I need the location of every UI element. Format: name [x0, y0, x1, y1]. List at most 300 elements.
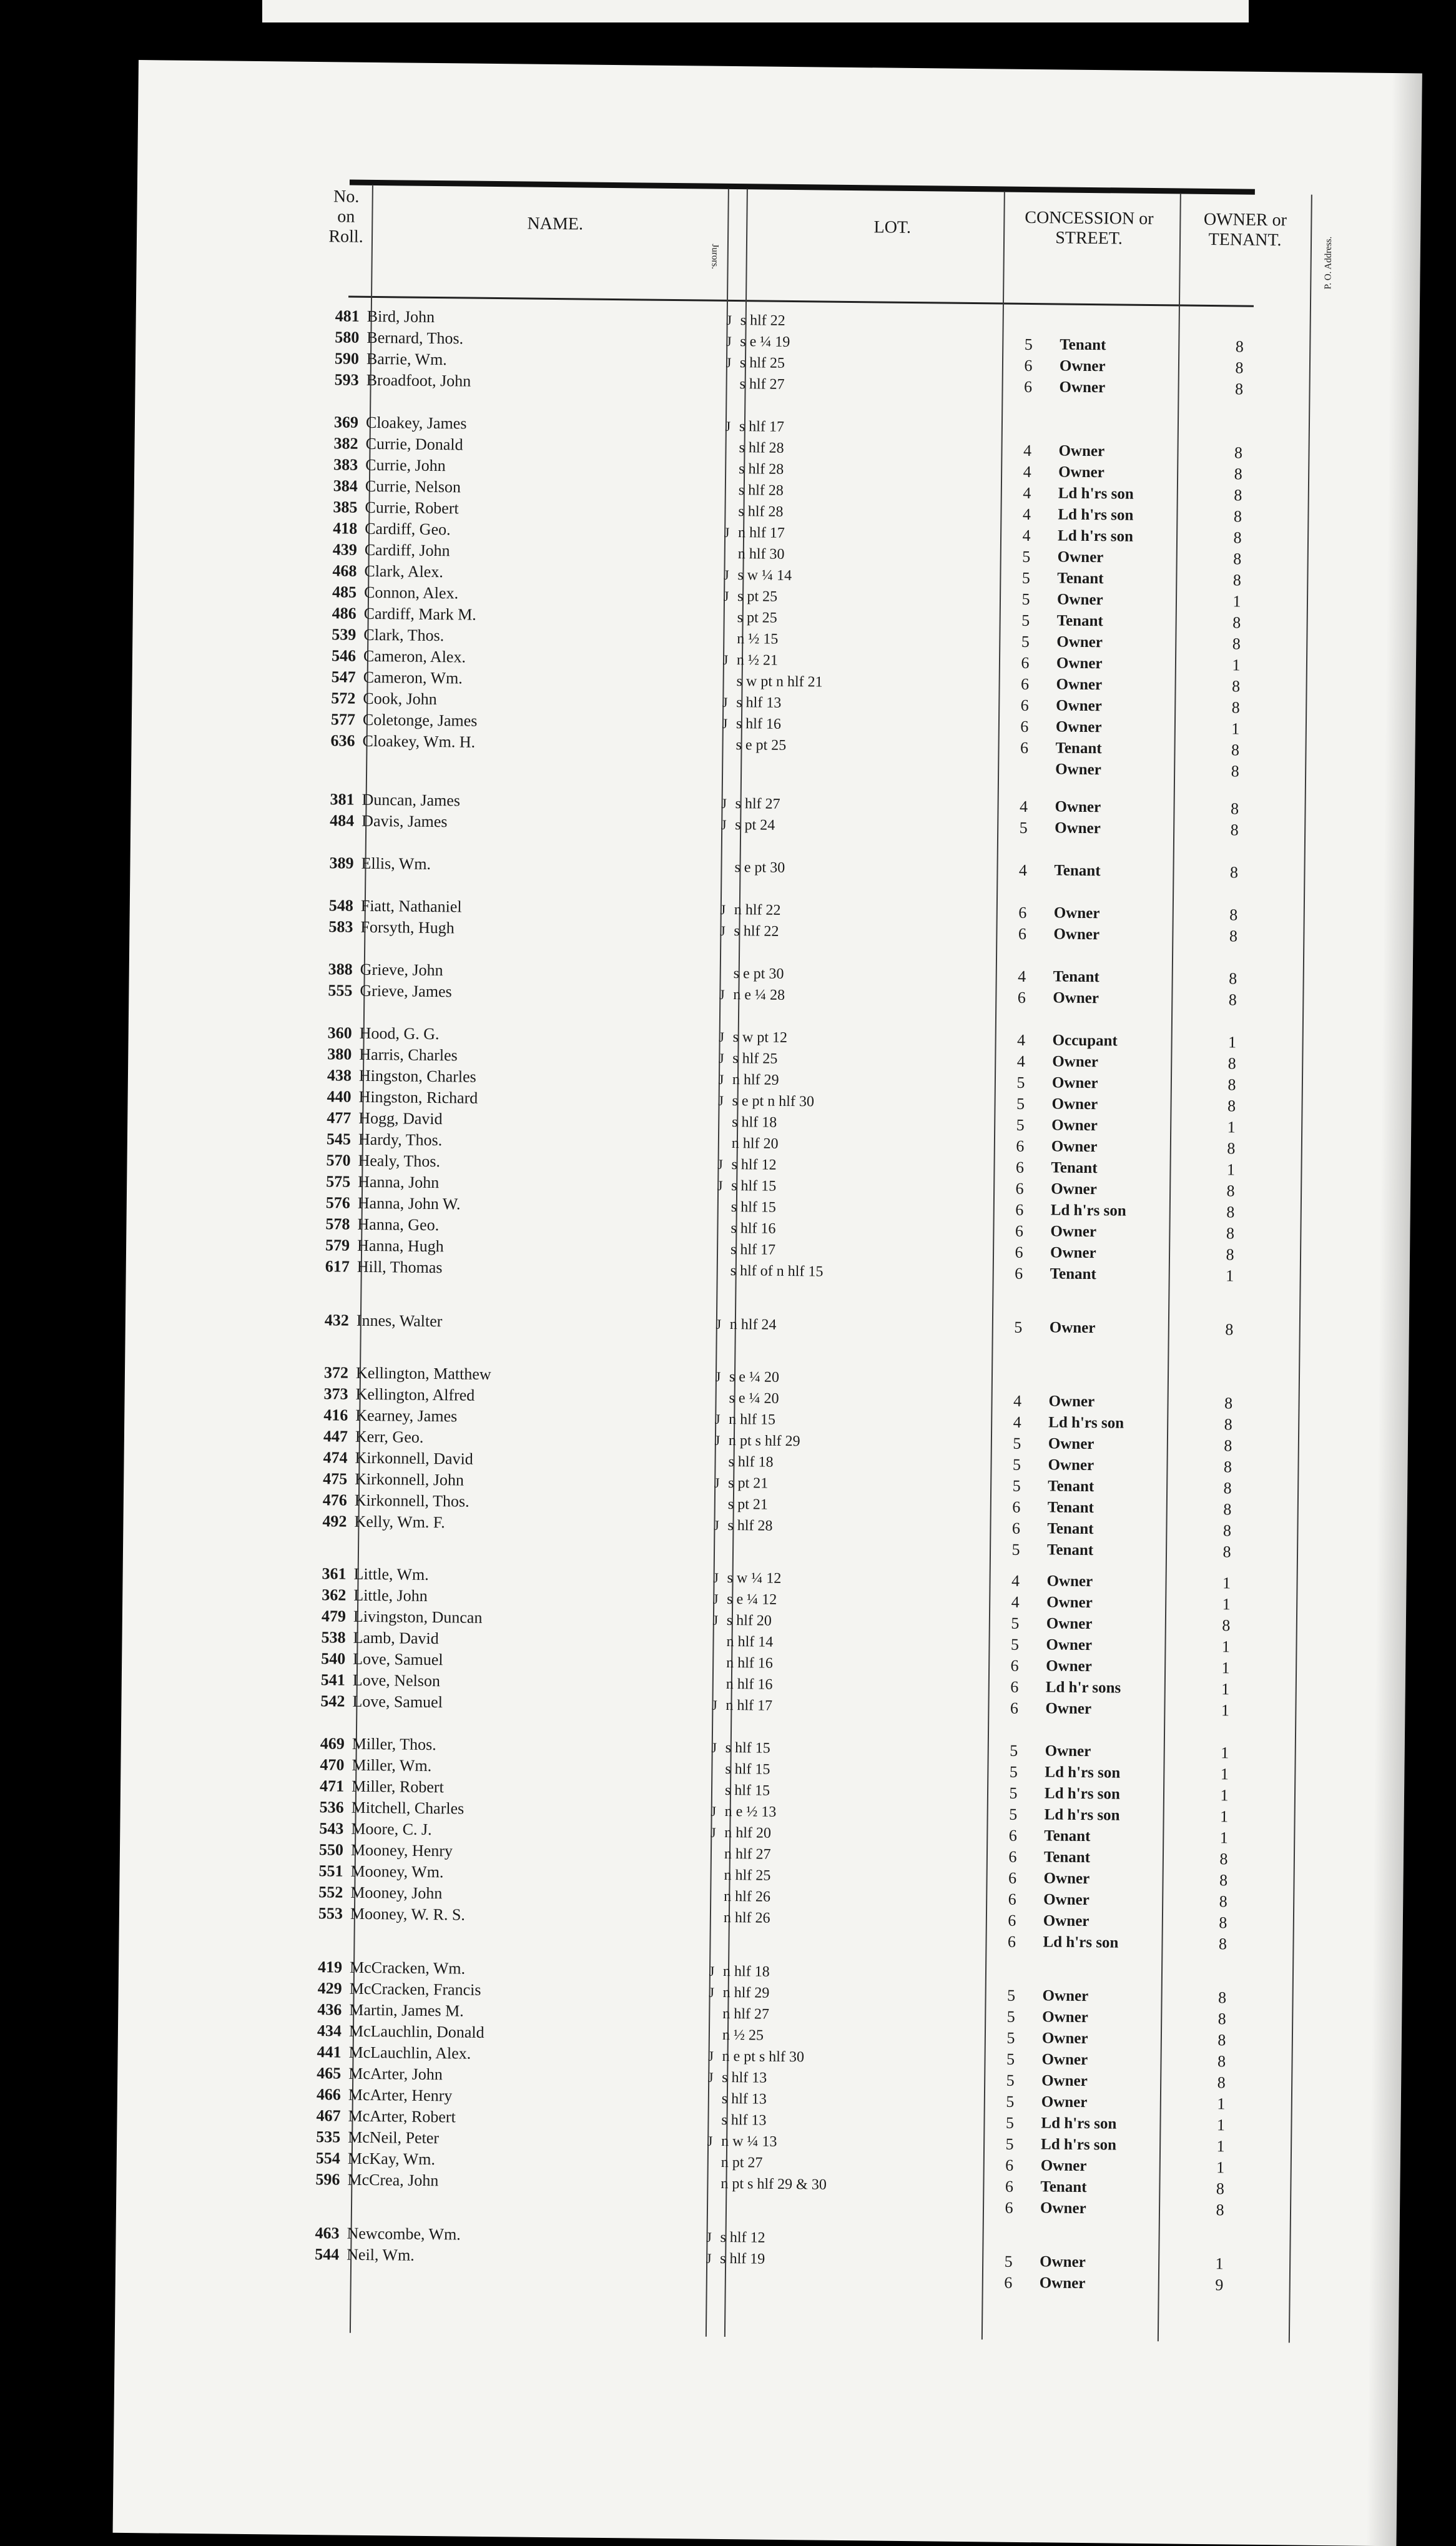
owner-or-tenant: Owner	[1058, 440, 1199, 463]
lot-description: s hlf 18	[728, 1451, 984, 1475]
concession-number: 5	[928, 2133, 1091, 2156]
po-address: 8	[1219, 463, 1257, 485]
owner-name: McCrea, John	[347, 2169, 697, 2194]
owner-or-tenant: Tenant	[1050, 1263, 1191, 1286]
concession-number: 6	[931, 1867, 1093, 1890]
juror-mark: J	[715, 814, 732, 836]
juror-mark: J	[707, 1610, 724, 1631]
owner-or-tenant: Owner	[1041, 2155, 1181, 2178]
roll-number: 541	[297, 1669, 345, 1691]
owner-or-tenant: Owner	[1051, 1178, 1191, 1201]
concession-number: 6	[928, 2196, 1090, 2219]
owner-name: Kirkonnell, John	[355, 1469, 704, 1494]
concession-number: 5	[930, 2005, 1092, 2028]
owner-or-tenant: Ld h'rs son	[1044, 1804, 1184, 1827]
owner-name: Kellington, Matthew	[356, 1363, 706, 1388]
owner-or-tenant: Ld h'rs son	[1045, 1762, 1185, 1784]
lot-description: s hlf 28	[739, 480, 995, 503]
owner-name: Cook, John	[363, 688, 712, 713]
owner-name: Cardiff, Mark M.	[364, 603, 714, 628]
concession-number: 5	[927, 2250, 1090, 2273]
owner-or-tenant: Owner	[1051, 1115, 1192, 1137]
po-address: 1	[1201, 2253, 1238, 2275]
roll-number: 486	[308, 603, 357, 624]
roll-number: 470	[295, 1754, 344, 1776]
concession-number: 5	[945, 546, 1108, 569]
concession-number: 5	[942, 817, 1104, 840]
concession-number: 6	[938, 1220, 1100, 1243]
concession-number: 6	[933, 1675, 1096, 1699]
concession-number: 5	[935, 1474, 1098, 1498]
concession-number: 4	[942, 796, 1104, 819]
juror-mark: J	[707, 1589, 724, 1610]
owner-or-tenant: Tenant	[1056, 610, 1197, 633]
owner-or-tenant: Owner	[1058, 461, 1199, 484]
concession-number: 6	[939, 1135, 1101, 1158]
owner-or-tenant: Owner	[1040, 2272, 1180, 2295]
adjacent-page-edge	[262, 0, 1249, 22]
po-address: 8	[1209, 1414, 1247, 1436]
owner-or-tenant: Tenant	[1051, 1157, 1191, 1180]
po-address: 1	[1207, 1636, 1244, 1658]
po-address: 1	[1205, 1827, 1242, 1849]
juror-mark: J	[702, 2046, 719, 2067]
po-address: 8	[1203, 2051, 1240, 2073]
owner-name: Hanna, Hugh	[357, 1235, 707, 1260]
lot-description: s w ¼ 14	[737, 565, 993, 588]
owner-name: Mooney, Henry	[351, 1840, 701, 1865]
lot-description: n hlf 27	[722, 2003, 978, 2027]
lot-description: n hlf 25	[724, 1865, 980, 1888]
header-bottom-rule	[348, 296, 1254, 307]
po-address: 8	[1213, 1053, 1251, 1075]
owner-name: Hanna, John W.	[358, 1193, 707, 1218]
po-address: 8	[1208, 1615, 1245, 1637]
concession-number: 6	[932, 1824, 1094, 1847]
owner-name: Miller, Robert	[352, 1776, 701, 1801]
lot-description: n hlf 24	[730, 1314, 986, 1338]
po-address: 8	[1219, 527, 1256, 549]
concession-number: 6	[927, 2271, 1090, 2294]
lot-description: s e pt 25	[735, 734, 991, 758]
concession-number: 4	[946, 461, 1108, 484]
owner-or-tenant: Ld h'rs son	[1043, 1932, 1183, 1954]
concession-number: 4	[941, 965, 1103, 989]
roll-number: 547	[307, 666, 355, 688]
po-address: 8	[1203, 2030, 1241, 2051]
owner-or-tenant: Owner	[1050, 1221, 1191, 1243]
owner-or-tenant: Tenant	[1053, 966, 1194, 989]
roll-number: 617	[301, 1256, 350, 1278]
owner-name: Kelly, Wm. F.	[354, 1511, 704, 1536]
roll-number: 465	[292, 2063, 341, 2085]
owner-or-tenant: Owner	[1040, 2251, 1180, 2274]
header-top-rule	[350, 180, 1255, 195]
juror-mark: J	[711, 1175, 729, 1197]
roll-number: 447	[299, 1426, 348, 1448]
concession-number: 6	[938, 1157, 1101, 1180]
owner-name: McLauchlin, Alex.	[348, 2042, 698, 2067]
roll-number: 383	[309, 454, 358, 476]
concession-number: 6	[942, 902, 1104, 925]
po-address: 8	[1209, 1393, 1247, 1414]
roll-number: 479	[297, 1606, 346, 1627]
roll-number: 544	[290, 2244, 339, 2266]
po-address: 1	[1205, 1806, 1242, 1828]
roll-number: 468	[308, 560, 357, 582]
owner-or-tenant: Owner	[1055, 796, 1195, 819]
lot-description: s hlf 27	[735, 793, 991, 817]
owner-or-tenant: Ld h'rs son	[1045, 1783, 1185, 1805]
owner-or-tenant: Tenant	[1040, 2176, 1181, 2199]
juror-mark: J	[712, 1027, 730, 1048]
lot-description: s hlf 22	[740, 310, 996, 333]
po-address: 8	[1211, 1223, 1249, 1245]
lot-description: s hlf 20	[727, 1610, 983, 1634]
owner-name: Kearney, James	[355, 1405, 705, 1430]
po-address: 8	[1218, 570, 1256, 591]
lot-description: n e ¼ 28	[733, 984, 989, 1008]
roll-number: 535	[292, 2126, 340, 2148]
roll-number: 485	[308, 581, 357, 603]
po-address: 8	[1214, 989, 1251, 1011]
header-lot: LOT.	[799, 217, 986, 239]
owner-name: Hingston, Richard	[358, 1087, 708, 1112]
juror-mark: J	[718, 522, 735, 543]
po-address: 8	[1221, 336, 1258, 358]
juror-mark: J	[720, 331, 737, 352]
po-address: 1	[1217, 718, 1254, 740]
roll-number: 385	[308, 496, 357, 518]
owner-or-tenant: Owner	[1056, 716, 1196, 739]
owner-name: Forsyth, Hugh	[360, 917, 710, 942]
lot-description: s hlf 16	[730, 1218, 986, 1241]
roll-number: 576	[302, 1192, 350, 1214]
lot-description: n pt s hlf 29	[729, 1430, 985, 1454]
lot-description: s hlf 12	[731, 1154, 987, 1178]
concession-number: 5	[936, 1432, 1098, 1455]
juror-mark: J	[708, 1473, 726, 1494]
roll-number: 596	[291, 2169, 340, 2191]
roll-number: 477	[302, 1107, 351, 1129]
owner-or-tenant: Owner	[1041, 2091, 1182, 2114]
lot-description: s hlf 15	[726, 1737, 981, 1761]
concession-number: 5	[945, 609, 1107, 633]
lot-description: s hlf 28	[739, 437, 995, 461]
concession-number: 5	[932, 1760, 1094, 1784]
owner-name: Kellington, Alfred	[355, 1384, 705, 1409]
owner-or-tenant: Owner	[1043, 1889, 1184, 1912]
roll-number: 636	[306, 730, 355, 752]
po-address: 1	[1206, 1742, 1244, 1764]
roll-number: 540	[297, 1648, 345, 1670]
juror-mark: J	[709, 1366, 727, 1388]
po-address: 8	[1221, 357, 1258, 379]
concession-number: 4	[940, 1050, 1102, 1073]
owner-or-tenant: Owner	[1056, 653, 1197, 675]
concession-number: 5	[935, 1453, 1098, 1476]
header-concession: CONCESSION or STREET.	[1011, 208, 1168, 250]
po-address: 8	[1204, 1933, 1241, 1955]
lot-description: n hlf 29	[722, 1982, 978, 2006]
concession-number: 4	[946, 482, 1108, 505]
lot-description: s hlf 13	[736, 692, 992, 716]
owner-or-tenant: Tenant	[1055, 738, 1196, 760]
po-address: 8	[1211, 1319, 1248, 1341]
owner-or-tenant: Tenant	[1057, 568, 1198, 590]
po-address: 1	[1208, 1572, 1245, 1594]
concession-number: 5	[937, 1316, 1099, 1340]
owner-name: Hogg, David	[358, 1108, 708, 1133]
owner-or-tenant: Owner	[1056, 631, 1197, 654]
lot-description: s hlf 28	[738, 501, 994, 525]
owner-or-tenant: Owner	[1046, 1634, 1186, 1657]
owner-name: Currie, John	[365, 455, 715, 480]
lot-description: s w pt 12	[732, 1027, 988, 1050]
owner-or-tenant: Occupant	[1052, 1030, 1193, 1052]
roll-number: 369	[310, 412, 358, 433]
owner-name: Hill, Thomas	[357, 1256, 707, 1281]
concession-number: 5	[939, 1114, 1101, 1137]
po-address: 1	[1218, 591, 1256, 613]
concession-number: 6	[938, 1263, 1100, 1286]
juror-mark: J	[715, 793, 732, 814]
po-address: 8	[1215, 862, 1252, 884]
concession-number: 5	[947, 333, 1109, 357]
owner-name: Connon, Alex.	[364, 582, 714, 607]
lot-description: s pt 25	[737, 607, 993, 631]
roll-number: 554	[292, 2148, 340, 2169]
juror-mark: J	[712, 1090, 729, 1112]
owner-name: Hanna, John	[358, 1172, 707, 1197]
owner-or-tenant: Ld h'rs son	[1058, 504, 1198, 526]
owner-name: Miller, Thos.	[352, 1734, 702, 1759]
owner-or-tenant: Owner	[1057, 589, 1198, 611]
owner-or-tenant: Tenant	[1047, 1539, 1188, 1562]
owner-or-tenant: Owner	[1053, 987, 1193, 1010]
owner-name: McLauchlin, Donald	[349, 2021, 699, 2046]
lot-description: s hlf 18	[732, 1112, 988, 1135]
po-address: 8	[1217, 633, 1255, 655]
juror-mark: J	[704, 1822, 722, 1843]
concession-number: 4	[934, 1591, 1096, 1614]
po-address: 8	[1219, 485, 1257, 506]
po-address: 8	[1217, 676, 1254, 698]
owner-name: McCracken, Francis	[349, 1978, 699, 2003]
roll-number: 539	[307, 624, 356, 646]
owner-or-tenant: Owner	[1058, 546, 1198, 569]
concession-number: 5	[939, 1093, 1101, 1116]
juror-mark: J	[703, 1961, 721, 1982]
lot-description: s hlf 19	[720, 2248, 976, 2272]
owner-name: Healy, Thos.	[358, 1150, 707, 1175]
owner-or-tenant: Owner	[1055, 759, 1196, 781]
header-owner: OWNER or TENANT.	[1192, 210, 1299, 251]
po-address: 1	[1213, 1117, 1250, 1138]
concession-number: 5	[930, 2026, 1092, 2050]
lot-description: s hlf 27	[739, 373, 995, 397]
concession-number: 6	[938, 1199, 1101, 1222]
roll-number: 436	[293, 1999, 342, 2021]
owner-name: Cameron, Wm.	[363, 667, 712, 692]
concession-number: 4	[936, 1389, 1098, 1413]
lot-description: n hlf 29	[732, 1069, 988, 1093]
owner-or-tenant: Owner	[1054, 902, 1194, 925]
owner-name: Grieve, James	[360, 980, 709, 1005]
po-address: 8	[1212, 1201, 1249, 1223]
owner-or-tenant: Tenant	[1044, 1825, 1184, 1848]
po-address: 8	[1209, 1456, 1246, 1478]
po-address: 8	[1204, 1870, 1242, 1892]
lot-description: s hlf 25	[732, 1048, 988, 1072]
po-address: 1	[1213, 1032, 1251, 1053]
owner-name: Bird, John	[367, 306, 717, 331]
lot-description: s hlf 28	[739, 458, 995, 482]
roll-number: 438	[303, 1065, 352, 1087]
owner-or-tenant: Ld h'rs son	[1041, 2113, 1181, 2135]
roll-number: 416	[299, 1404, 348, 1426]
owner-name: Love, Samuel	[352, 1691, 702, 1716]
lot-description: n hlf 30	[738, 543, 994, 567]
concession-number: 5	[934, 1612, 1096, 1635]
concession-number: 4	[945, 525, 1108, 548]
owner-or-tenant: Owner	[1053, 924, 1194, 946]
roll-number: 583	[304, 916, 353, 938]
roll-number: 475	[298, 1468, 347, 1490]
owner-name: Cameron, Alex.	[363, 646, 713, 671]
lot-description: s e ¼ 20	[729, 1388, 985, 1411]
owner-or-tenant: Owner	[1045, 1740, 1186, 1763]
lot-description: s e pt 30	[734, 857, 990, 881]
owner-or-tenant: Owner	[1052, 1072, 1193, 1095]
owner-name: Martin, James M.	[349, 2000, 699, 2025]
owner-name: Newcombe, Wm.	[347, 2223, 696, 2248]
lot-description: n pt 27	[721, 2152, 977, 2176]
lot-description: s pt 24	[735, 814, 991, 838]
lot-description: n hlf 17	[726, 1695, 981, 1719]
owner-name: Miller, Wm.	[352, 1755, 701, 1780]
po-address: 1	[1202, 2114, 1239, 2136]
roll-number: 481	[311, 305, 360, 327]
roll-number: 492	[298, 1511, 347, 1532]
po-address: 8	[1213, 1138, 1250, 1160]
owner-name: Clark, Alex.	[364, 561, 714, 586]
lot-description: s hlf 17	[739, 416, 995, 440]
owner-or-tenant: Owner	[1048, 1454, 1188, 1477]
lot-description: n hlf 16	[726, 1652, 982, 1676]
concession-number: 6	[935, 1517, 1097, 1540]
owner-name: McKay, Wm.	[348, 2148, 697, 2173]
lot-description: s hlf 15	[731, 1175, 987, 1199]
owner-name: Kirkonnell, Thos.	[355, 1490, 704, 1515]
roll-number: 361	[297, 1563, 346, 1585]
concession-number: 6	[938, 1241, 1100, 1265]
document-page	[113, 60, 1422, 2546]
po-address: 1	[1206, 1700, 1244, 1722]
owner-or-tenant: Owner	[1052, 1051, 1193, 1073]
owner-or-tenant: Owner	[1059, 377, 1199, 399]
owner-name: Cardiff, Geo.	[365, 518, 714, 543]
lot-description: s hlf 22	[734, 920, 990, 944]
concession-number: 6	[943, 673, 1106, 696]
concession-number: 5	[945, 588, 1107, 611]
po-address: 8	[1213, 1095, 1250, 1117]
juror-mark: J	[720, 352, 737, 373]
owner-name: Duncan, James	[362, 789, 711, 814]
concession-number: 6	[940, 987, 1103, 1010]
juror-mark: J	[719, 416, 737, 437]
po-address: 1	[1202, 2136, 1239, 2158]
owner-or-tenant: Owner	[1040, 2198, 1181, 2220]
roll-number: 471	[295, 1775, 344, 1797]
roll-number: 474	[298, 1447, 347, 1469]
owner-name: Hood, G. G.	[360, 1023, 709, 1048]
juror-mark: J	[700, 2248, 717, 2269]
juror-mark: J	[711, 1154, 729, 1175]
owner-or-tenant: Owner	[1051, 1093, 1192, 1116]
po-address: 8	[1209, 1478, 1246, 1499]
owner-name: Little, John	[353, 1585, 703, 1610]
lot-description: s e ¼ 20	[729, 1366, 985, 1390]
owner-name: Grieve, John	[360, 959, 710, 984]
po-address: 1	[1211, 1265, 1249, 1287]
owner-or-tenant: Tenant	[1047, 1518, 1188, 1541]
owner-name: Ellis, Wm.	[361, 853, 711, 878]
po-address: 8	[1219, 506, 1256, 528]
lot-description: s pt 25	[737, 586, 993, 609]
owner-or-tenant: Tenant	[1044, 1847, 1184, 1869]
juror-mark: J	[702, 2067, 719, 2088]
lot-description: n hlf 26	[724, 1886, 980, 1910]
juror-mark: J	[709, 1430, 726, 1451]
owner-or-tenant: Tenant	[1054, 860, 1194, 882]
po-address: 8	[1208, 1520, 1246, 1542]
roll-number: 463	[290, 2223, 339, 2244]
owner-name: Hardy, Thos.	[358, 1129, 708, 1154]
po-address: 8	[1214, 968, 1252, 990]
owner-name: Barrie, Wm.	[366, 348, 716, 373]
roll-number: 418	[308, 518, 357, 540]
roll-number: 546	[307, 645, 356, 667]
lot-description: s hlf 17	[730, 1239, 986, 1263]
lot-description: s e ¼ 12	[727, 1589, 983, 1612]
owner-name: Mitchell, Charles	[352, 1797, 701, 1822]
roll-number: 552	[294, 1882, 343, 1903]
owner-or-tenant: Owner	[1045, 1698, 1186, 1720]
owner-or-tenant: Tenant	[1048, 1476, 1188, 1498]
po-address: 8	[1203, 1987, 1241, 2009]
concession-number: 5	[929, 2048, 1091, 2071]
lot-description: s hlf 28	[727, 1515, 983, 1539]
po-address: 8	[1219, 442, 1257, 464]
lot-description: n hlf 16	[726, 1674, 982, 1697]
po-address: 1	[1217, 654, 1255, 676]
concession-number: 6	[933, 1697, 1095, 1720]
po-address: 8	[1214, 925, 1252, 947]
po-address: 8	[1212, 1180, 1249, 1202]
roll-number: 545	[302, 1128, 351, 1150]
owner-or-tenant: Owner	[1055, 817, 1195, 840]
po-address: 8	[1213, 1074, 1251, 1096]
juror-mark: J	[701, 2131, 719, 2152]
po-address: 8	[1203, 2008, 1241, 2030]
owner-name: McNeil, Peter	[348, 2127, 697, 2152]
po-address: 8	[1220, 378, 1257, 400]
owner-or-tenant: Ld h'r sons	[1046, 1677, 1186, 1699]
owner-name: Love, Nelson	[353, 1670, 702, 1695]
po-address: 1	[1207, 1679, 1244, 1700]
concession-number: 6	[943, 694, 1106, 718]
